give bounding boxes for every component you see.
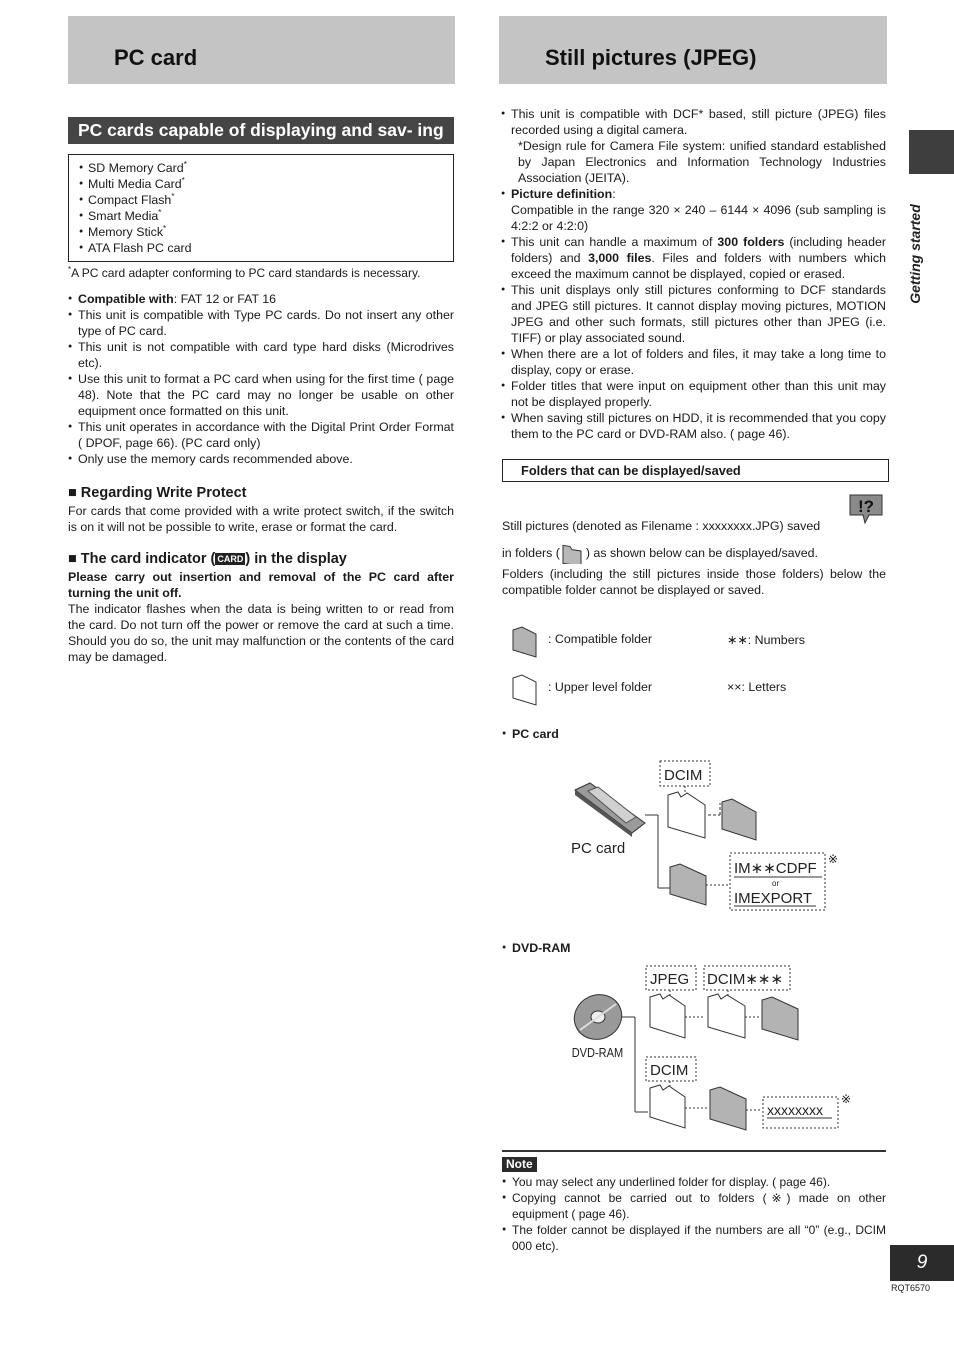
svg-text:DCIM: DCIM	[650, 1062, 689, 1079]
list-item: ● This unit is not compatible with card type hard disks (Microdrives etc).	[68, 339, 454, 371]
left-header	[68, 16, 455, 84]
subfolder-icon	[722, 799, 756, 840]
indicator-warning: Please carry out insertion and removal of the PC card after turning the unit off.	[68, 570, 454, 600]
legend-letters: ××: Letters	[727, 680, 787, 694]
svg-text:DCIM: DCIM	[664, 767, 703, 784]
dvd-ram-label: ● DVD-RAM	[502, 940, 571, 956]
still-text-a: Still pictures (denoted as Filename : xxxxxxxx.JPG) saved	[502, 519, 821, 533]
pc-card-text: PC card	[571, 840, 626, 857]
list-item: ● Picture definition: Compatible in the range 320 × 240 – 6144 × 4096 (sub sampling is 4:2:2 or 4:2:0)	[501, 186, 886, 234]
pc-card-device-icon	[575, 783, 645, 837]
list-item: ● This unit operates in accordance with the Digital Print Order Format ( DPOF, page 66). (PC card only)	[68, 419, 454, 451]
left-page-title: PC card	[114, 45, 198, 70]
list-item: ● Use this unit to format a PC card when using for the first time ( page 48). Note that the PC card may no longer be usable on other equipment once formatted on this unit.	[68, 371, 454, 419]
page-number: 9	[890, 1245, 954, 1281]
svg-text:JPEG: JPEG	[650, 971, 690, 988]
list-item: ● Compact Flash*	[79, 192, 443, 208]
note-list	[502, 1174, 886, 1254]
indicator-text: The indicator flashes when the data is being written to or read from the card. Do not turn off the power or remove the card at such a time. Should you do so, the unit may malfunction or the contents of the card may be damaged.	[68, 602, 454, 664]
note-badge: Note	[502, 1157, 537, 1172]
list-item: ● This unit can handle a maximum of 300 folders (including header folders) and 3,000 files. Files and folders with numbers which exceed the maximum cannot be displayed, copied or erased.	[501, 234, 886, 282]
list-item: ● ATA Flash PC card	[79, 240, 443, 256]
svg-text:※: ※	[841, 1092, 852, 1106]
card-list	[79, 160, 443, 256]
folders-header: Folders that can be displayed/saved	[502, 459, 889, 482]
write-protect-text: For cards that come provided with a write protect switch, if the switch is on it will not be possible to write, erase or format the card.	[68, 504, 454, 534]
card-indicator-heading: ■ The card indicator ( CARD ) in the display	[68, 551, 347, 567]
list-item: ● When there are a lot of folders and files, it may take a long time to display, copy or erase.	[501, 346, 886, 378]
disc-icon	[570, 987, 629, 1047]
list-item: ● The folder cannot be displayed if the numbers are all “0” (e.g., DCIM 000 etc).	[502, 1222, 886, 1254]
square-bullet-icon: ■	[68, 485, 77, 501]
list-item: ● Memory Stick*	[79, 224, 443, 240]
list-item: ● When saving still pictures on HDD, it is recommended that you copy them to the PC card or DVD-RAM also. ( page 46).	[501, 410, 886, 442]
footnote: *A PC card adapter conforming to PC card standards is necessary.	[68, 265, 421, 280]
dcim-folder-icon	[668, 792, 705, 838]
document-code: RQT6570	[891, 1283, 931, 1293]
list-item: ● Only use the memory cards recommended above.	[68, 451, 454, 467]
legend-compatible: : Compatible folder	[548, 632, 652, 646]
folders-below: Folders (including the still pictures inside those folders) below the compatible folder cannot be displayed or saved.	[502, 567, 886, 597]
compat-list	[68, 291, 454, 467]
svg-text:or: or	[772, 879, 780, 888]
folder-icon	[560, 540, 586, 564]
list-item: ● You may select any underlined folder for display. ( page 46).	[502, 1174, 886, 1190]
tip-icon	[847, 491, 885, 525]
chapter-tab	[909, 130, 954, 174]
list-item: ● This unit displays only still pictures conforming to DCF standards and JPEG still pictures. It cannot display moving pictures, MOTION JPEG and other such formats, still pictures other than JPEG (i.e. TIFF) or play associated sound.	[501, 282, 886, 346]
right-header	[499, 16, 887, 84]
legend-upper: : Upper level folder	[548, 680, 652, 694]
write-protect-heading: ■ Regarding Write Protect	[68, 485, 247, 501]
chapter-tab-label: Getting started	[907, 204, 923, 304]
svg-text:DCIM∗∗∗: DCIM∗∗∗	[707, 971, 784, 988]
svg-text:!?: !?	[857, 497, 875, 516]
export-folder-icon	[670, 864, 706, 905]
svg-text:IM∗∗CDPF: IM∗∗CDPF	[734, 860, 817, 877]
dcf-note: *Design rule for Camera File system: unified standard established by Japan Electronics and Information Technology Industries Association (JEITA).	[518, 139, 886, 185]
list-item: ● Smart Media*	[79, 208, 443, 224]
dvd-ram-diagram	[570, 960, 860, 1140]
list-item: ● Compatible with: FAT 12 or FAT 16	[68, 291, 454, 307]
note-section	[502, 1157, 886, 1254]
dvd-ram-text: DVD-RAM	[571, 1045, 624, 1061]
left-column	[68, 117, 454, 665]
pc-card-label: ● PC card	[502, 726, 559, 742]
section-title: PC cards capable of displaying and sav- ing	[68, 117, 454, 144]
svg-text:xxxxxxxx: xxxxxxxx	[767, 1102, 823, 1118]
svg-text:※: ※	[828, 852, 839, 866]
jpeg-bullets	[501, 106, 886, 442]
list-item: ● This unit is compatible with DCF* based, still picture (JPEG) files recorded using a digital camera.	[501, 106, 886, 138]
card-indicator-badge: CARD	[217, 554, 244, 564]
list-item: ● SD Memory Card*	[79, 160, 443, 176]
upper-folder-icon	[510, 672, 540, 708]
note-rule	[502, 1150, 886, 1152]
list-item: ● This unit is compatible with Type PC cards. Do not insert any other type of PC card.	[68, 307, 454, 339]
svg-text:IMEXPORT: IMEXPORT	[734, 890, 813, 907]
list-item: ● Copying cannot be carried out to folders (※) made on other equipment ( page 46).	[502, 1190, 886, 1222]
list-item: ● Multi Media Card*	[79, 176, 443, 192]
legend-numbers: ∗∗: Numbers	[727, 633, 805, 647]
square-bullet-icon: ■	[68, 551, 77, 567]
right-page-title: Still pictures (JPEG)	[545, 45, 757, 70]
list-item: ● Folder titles that were input on equipment other than this unit may not be displayed properly.	[501, 378, 886, 410]
right-column	[501, 106, 886, 442]
pc-card-diagram	[560, 755, 850, 915]
card-list-box	[68, 154, 454, 262]
still-text-b: in folders ( ) as shown below can be displayed/saved.	[502, 540, 887, 564]
compatible-folder-icon	[510, 624, 540, 660]
